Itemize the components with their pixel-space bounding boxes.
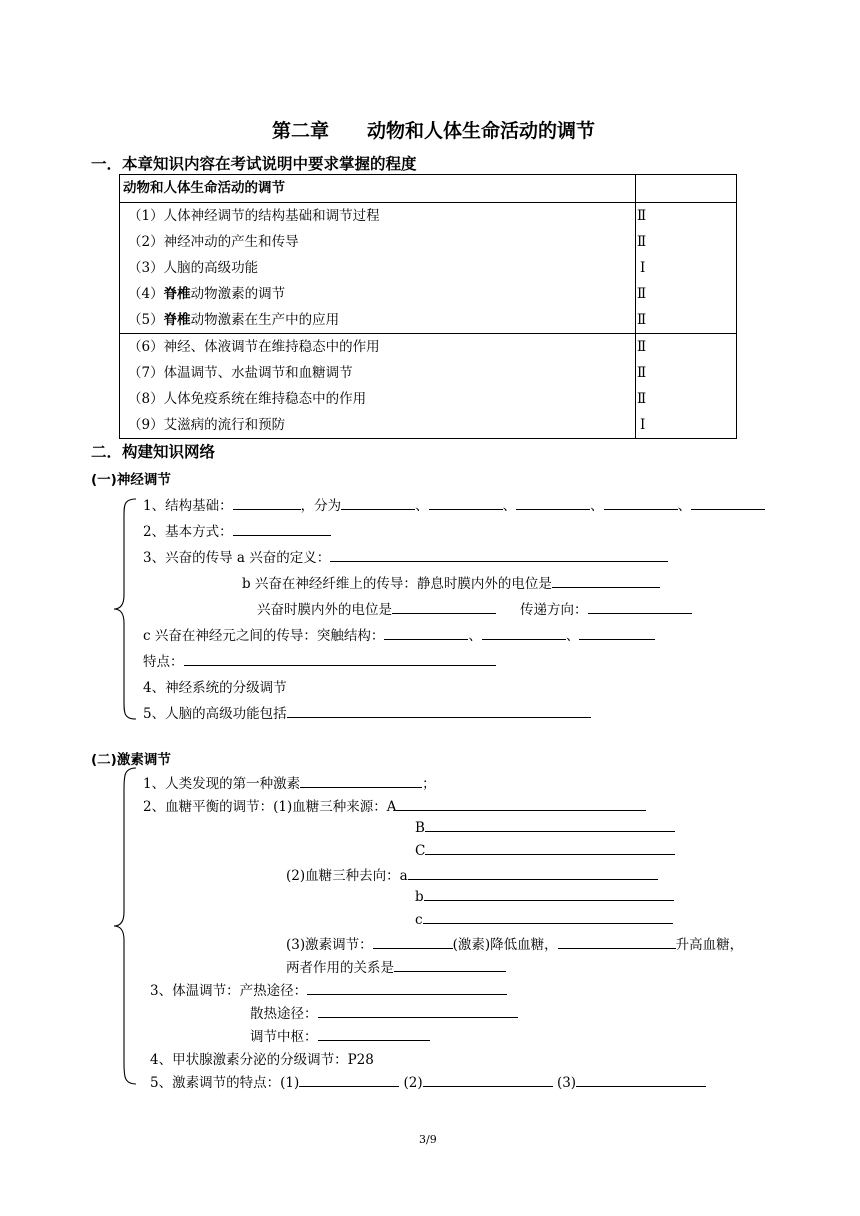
table-row-level: Ⅱ [637, 286, 647, 302]
table-row-level: Ⅱ [637, 234, 647, 250]
line-features: 特点： [143, 650, 496, 670]
line-excited-potential: 兴奋时膜内外的电位是 传递方向： [257, 598, 692, 618]
line-brain-functions: 5、人脑的高级功能包括 [143, 702, 591, 722]
line-first-hormone: 1、人类发现的第一种激素 ； [143, 776, 436, 792]
table-row-level: Ⅱ [637, 339, 647, 355]
line-hierarchical-regulation: 4、神经系统的分级调节 [143, 680, 287, 696]
line-structure-basis: 1、结构基础： ，分为 、 、 、 、 [143, 494, 765, 514]
line-glucose-destination-b: b [415, 887, 674, 905]
table-row-label: （1）人体神经调节的结构基础和调节过程 [128, 208, 380, 224]
table-group1-levels [636, 203, 737, 334]
line-heat-dissipation: 散热途径： [250, 1002, 518, 1022]
table-row-level: Ⅱ [637, 391, 647, 407]
table-row-level: Ⅱ [637, 312, 647, 328]
line-glucose-source-b: B [415, 818, 675, 836]
table-row-label: （7）体温调节、水盐调节和血糖调节 [128, 365, 353, 381]
section1-heading: 一．本章知识内容在考试说明中要求掌握的程度 [91, 155, 417, 173]
table-header: 动物和人体生命活动的调节 [123, 180, 285, 196]
table-group2-levels [636, 334, 737, 439]
table-row-level: Ⅱ [637, 365, 647, 381]
left-brace [110, 497, 140, 721]
table-header-cell [120, 175, 636, 203]
line-basic-mode: 2、基本方式： [143, 520, 331, 540]
line-regulation-center: 调节中枢： [250, 1025, 430, 1045]
table-group2-labels [120, 334, 636, 439]
line-glucose-destination-c: c [415, 910, 673, 928]
table-row-level: Ⅱ [637, 208, 647, 224]
page-title: 第二章 动物和人体生命活动的调节 [272, 120, 596, 142]
table-group1-labels [120, 203, 636, 334]
requirements-table [119, 174, 737, 439]
section2-heading: 二．构建知识网络 [91, 443, 216, 461]
left-brace [110, 766, 140, 1086]
line-fiber-conduction: b 兴奋在神经纤维上的传导：静息时膜内外的电位是 [242, 572, 660, 592]
line-relationship: 两者作用的关系是 [286, 956, 506, 976]
table-row-label: （2）神经冲动的产生和传导 [128, 234, 299, 250]
line-glucose-source-a: 2、血糖平衡的调节：(1)血糖三种来源：A [143, 795, 646, 815]
table-row-label: （6）神经、体液调节在维持稳态中的作用 [128, 339, 380, 355]
subsection-hormone-heading: (二)激素调节 [91, 752, 171, 768]
line-synapse: c 兴奋在神经元之间的传导：突触结构： 、 、 [143, 624, 655, 644]
table-row-label: （3）人脑的高级功能 [128, 260, 259, 276]
line-thyroid-regulation: 4、甲状腺激素分泌的分级调节：P28 [150, 1052, 374, 1068]
page-number: 3/9 [419, 1133, 437, 1146]
subsection-neural-heading: (一)神经调节 [91, 472, 171, 488]
line-excitation-definition: 3、兴奋的传导 a 兴奋的定义： [143, 546, 668, 566]
table-row-label: （8）人体免疫系统在维持稳态中的作用 [128, 391, 367, 407]
table-row-level: Ⅰ [640, 260, 646, 276]
table-row-level: Ⅰ [640, 417, 646, 433]
line-glucose-destination-a: (2)血糖三种去向：a [286, 864, 658, 884]
line-hormone-regulation: (3)激素调节： (激素)降低血糖， 升高血糖， [286, 937, 744, 953]
table-row-label: （4）脊椎动物激素的调节 [128, 286, 286, 302]
line-heat-production: 3、体温调节：产热途径： [150, 979, 507, 999]
line-glucose-source-c: C [415, 841, 675, 859]
line-hormone-features: 5、激素调节的特点：(1) (2) (3) [150, 1071, 706, 1091]
table-row-label: （9）艾滋病的流行和预防 [128, 417, 286, 433]
table-header-level-cell [636, 175, 737, 203]
table-row-label: （5）脊椎动物激素在生产中的应用 [128, 312, 340, 328]
